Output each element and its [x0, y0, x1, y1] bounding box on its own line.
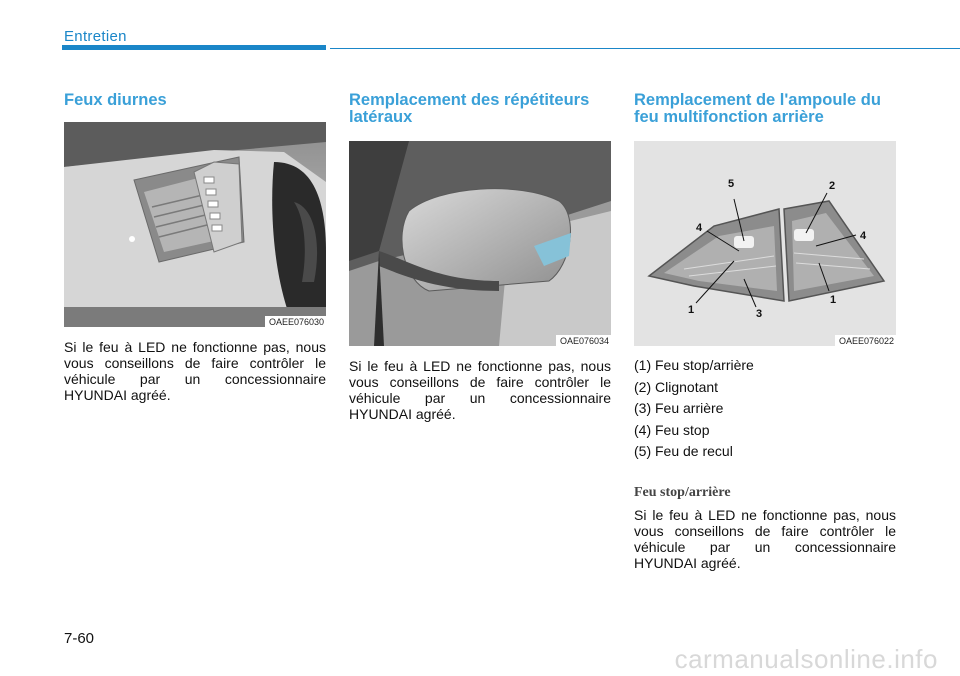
- callout-1-right: 1: [830, 294, 837, 306]
- heading-side-repeaters: Remplacement des répétiteurs latéraux: [349, 91, 590, 126]
- header-bar: [62, 45, 326, 50]
- heading-daytime-lights: Feux diurnes: [64, 91, 167, 109]
- list-item: (4) Feu stop: [634, 421, 710, 438]
- column-side-repeaters: [349, 92, 611, 422]
- section-title: Entretien: [64, 28, 127, 45]
- mirror-illustration: [349, 141, 611, 346]
- list-item: (2) Clignotant: [634, 378, 719, 395]
- callout-1-left: 1: [688, 304, 695, 316]
- header-rule: [330, 48, 960, 49]
- list-item: (5) Feu de recul: [634, 443, 733, 459]
- figure-code: OAEE076022: [835, 335, 896, 346]
- heading-rear-lamp: Remplacement de l'ampoule du feu multifonction arrière: [634, 91, 881, 126]
- figure-daytime-lights: [64, 122, 326, 327]
- column-daytime-lights: [64, 92, 326, 403]
- rear-lamp-illustration: [634, 141, 896, 346]
- watermark: carmanualsonline.info: [674, 644, 938, 674]
- figure-rear-lamp: [634, 141, 896, 346]
- bumper-illustration: [64, 122, 326, 327]
- paragraph-stop-tail: Si le feu à LED ne fonctionne pas, nous vous conseillons de faire contrôler le véhicule par un concessionnaire HYUNDAI agréé.: [634, 506, 896, 571]
- subheading-stop-tail: Feu stop/arrière: [634, 484, 731, 500]
- page-number: 7-60: [64, 630, 95, 647]
- callout-5: 5: [728, 178, 735, 190]
- callout-4-right: 4: [860, 230, 867, 242]
- paragraph-daytime-lights: Si le feu à LED ne fonctionne pas, nous vous conseillons de faire contrôler le véhicule par un concessionnaire HYUNDAI agréé.: [64, 339, 326, 403]
- callout-4-left: 4: [696, 222, 703, 234]
- callout-3: 3: [756, 308, 763, 320]
- list-item: (3) Feu arrière: [634, 400, 724, 416]
- lamp-parts-list: [634, 355, 896, 463]
- callout-2: 2: [829, 180, 836, 192]
- figure-code: OAEE076030: [265, 316, 326, 327]
- paragraph-side-repeaters: Si le feu à LED ne fonctionne pas, nous vous conseillons de faire contrôler le véhicule par un concessionnaire HYUNDAI agréé.: [349, 358, 611, 422]
- figure-side-repeaters: [349, 141, 611, 346]
- list-item: (1) Feu stop/arrière: [634, 357, 754, 373]
- column-rear-lamp: [634, 92, 896, 571]
- figure-code: OAE076034: [556, 335, 611, 346]
